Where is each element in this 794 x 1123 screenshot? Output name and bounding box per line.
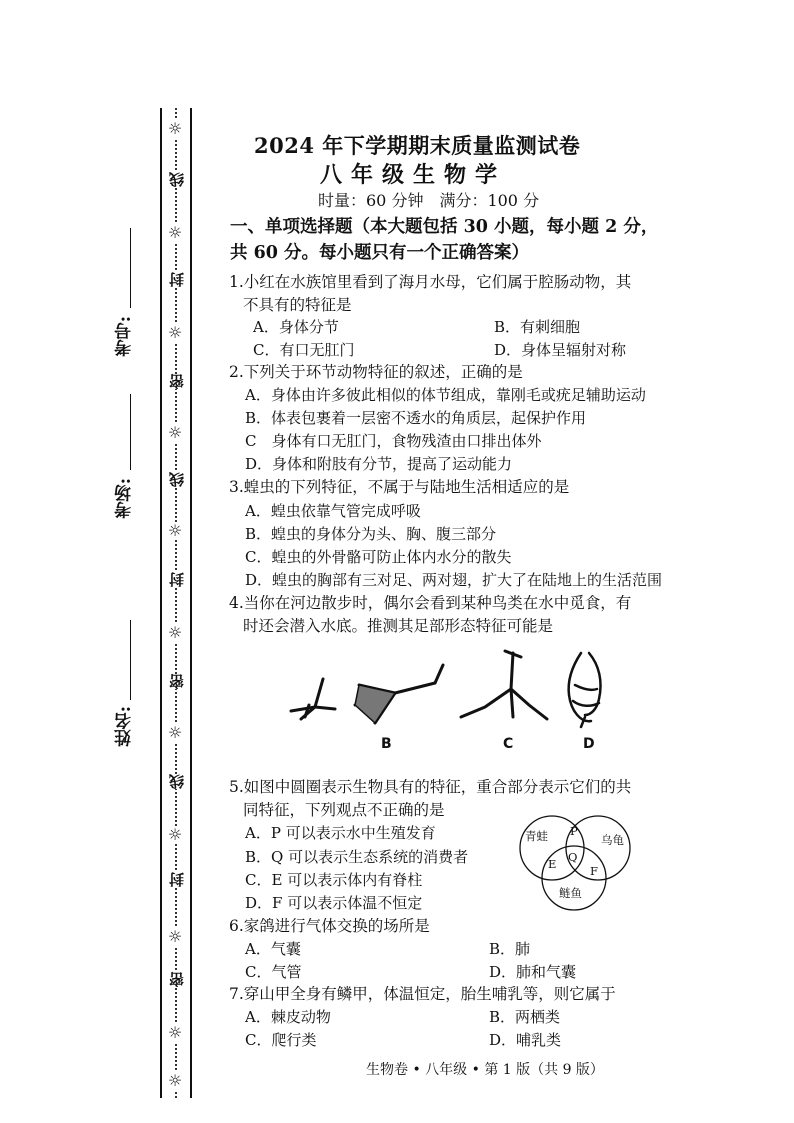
question-4-stem: [229, 592, 669, 638]
stem-line: 5.如图中圆圈表示生物具有的特征，重合部分表示它们的共: [229, 778, 632, 796]
sun-icon: ☼: [167, 119, 183, 138]
seal-mark: 封: [168, 872, 186, 887]
question-1-stem: [229, 271, 669, 317]
venn-region-f: F: [590, 864, 598, 878]
venn-label-fish: 鲢鱼: [559, 886, 582, 900]
question-7-stem: [229, 983, 669, 1006]
venn-region-e: E: [548, 857, 557, 871]
figure-label-c: C: [503, 736, 514, 752]
option-d[interactable]: D．身体呈辐射对称: [494, 341, 627, 359]
stem-line: 4.当你在河边散步时，偶尔会看到某种鸟类在水中觅食，有: [229, 594, 632, 612]
option-b[interactable]: B．Q 可以表示生态系统的消费者: [245, 848, 469, 866]
option-c[interactable]: C 身体有口无肛门，食物残渣由口排出体外: [245, 432, 542, 450]
option-c[interactable]: C．蝗虫的外骨骼可防止体内水分的散失: [245, 548, 512, 566]
exam-number-label: 考号:: [115, 316, 135, 357]
option-b[interactable]: B．两栖类: [489, 1008, 561, 1026]
option-a[interactable]: A．P 可以表示水中生殖发育: [245, 824, 436, 842]
bird-foot-d[interactable]: [569, 653, 601, 727]
option-d[interactable]: D．身体和附肢有分节，提高了运动能力: [245, 455, 513, 473]
time-and-score: 时量：60 分钟 满分：100 分: [318, 191, 540, 210]
bird-foot-c[interactable]: [461, 651, 547, 719]
option-b[interactable]: B．蝗虫的身体分为头、胸、腹三部分: [245, 525, 497, 543]
sun-icon: ☼: [167, 723, 183, 742]
name-input-line[interactable]: [130, 620, 131, 700]
option-a[interactable]: A．气囊: [245, 940, 301, 958]
bird-foot-a: [291, 679, 335, 719]
stem-line: 7.穿山甲全身有鳞甲，体温恒定，胎生哺乳等，则它属于: [229, 985, 616, 1003]
stem-line: 3.蝗虫的下列特征，不属于与陆地生活相适应的是: [229, 478, 570, 496]
sun-icon: ☼: [167, 521, 183, 540]
exam-subtitle: 八年级生物学: [320, 162, 507, 188]
option-d[interactable]: D．哺乳类: [489, 1031, 562, 1049]
stem-line: 同特征，下列观点不正确的是: [243, 801, 445, 819]
section-heading-line: 一、单项选择题（本大题包括 30 小题，每小题 2 分，: [230, 217, 659, 237]
option-a[interactable]: A．身体分节: [253, 318, 339, 336]
stem-line: 1.小红在水族馆里看到了海月水母，它们属于腔肠动物，其: [229, 273, 632, 291]
exam-room-label: 考场:: [115, 478, 135, 519]
sun-icon: ☼: [167, 423, 183, 442]
option-c[interactable]: C．E 可以表示体内有脊柱: [245, 871, 423, 889]
sun-icon: ☼: [167, 223, 183, 242]
sun-icon: ☼: [167, 323, 183, 342]
exam-room-input-line[interactable]: [130, 394, 131, 470]
question-6-stem: [229, 915, 669, 938]
seal-mark: 线: [168, 472, 186, 487]
question-2-stem: [229, 361, 669, 384]
venn-region-q: Q: [568, 850, 578, 864]
seal-mark: 密: [168, 972, 186, 987]
venn-label-turtle: 乌龟: [601, 833, 624, 847]
venn-label-frog: 青蛙: [525, 829, 548, 843]
option-a[interactable]: A．棘皮动物: [245, 1008, 331, 1026]
venn-region-p: P: [570, 824, 578, 838]
option-a[interactable]: A．身体由许多彼此相似的体节组成，靠刚毛或疣足辅助运动: [245, 386, 646, 404]
stem-line: 不具有的特征是: [243, 296, 352, 314]
name-label: 姓名:: [115, 706, 135, 747]
sun-icon: ☼: [167, 1071, 183, 1090]
stem-line: 2.下列关于环节动物特征的叙述，正确的是: [229, 363, 523, 381]
figure-label-d: D: [583, 736, 595, 752]
question-3-stem: [229, 476, 669, 499]
option-a[interactable]: A．蝗虫依靠气管完成呼吸: [245, 502, 421, 520]
stem-line: 时还会潜入水底。推测其足部形态特征可能是: [243, 617, 554, 635]
seal-mark: 封: [168, 272, 186, 287]
binding-border-left: [160, 108, 162, 1098]
binding-dotted-line: [175, 108, 177, 1098]
seal-mark: 线: [168, 172, 186, 187]
option-d[interactable]: D．F 可以表示体温不恒定: [245, 894, 423, 912]
option-c[interactable]: C．气管: [245, 963, 302, 981]
page-footer: 生物卷 • 八年级 • 第 1 版（共 9 版）: [366, 1062, 604, 1078]
seal-mark: 封: [168, 572, 186, 587]
option-b[interactable]: B．体表包裹着一层密不透水的角质层，起保护作用: [245, 409, 587, 427]
sun-icon: ☼: [167, 825, 183, 844]
option-d[interactable]: D．蝗虫的胸部有三对足、两对翅，扩大了在陆地上的生活范围: [245, 571, 663, 589]
seal-mark: 线: [168, 774, 186, 789]
option-b[interactable]: B．肺: [489, 940, 531, 958]
seal-mark: 密: [168, 674, 186, 689]
section-heading: [230, 214, 670, 266]
exam-number-input-line[interactable]: [130, 228, 131, 308]
bird-feet-figure: [285, 645, 615, 735]
option-c[interactable]: C．有口无肛门: [253, 341, 355, 359]
figure-label-b: B: [381, 736, 392, 752]
exam-title: 2024 年下学期期末质量监测试卷: [254, 133, 581, 158]
stem-line: 6.家鸽进行气体交换的场所是: [229, 917, 430, 935]
sun-icon: ☼: [167, 1023, 183, 1042]
option-c[interactable]: C．爬行类: [245, 1031, 317, 1049]
option-d[interactable]: D．肺和气囊: [489, 963, 577, 981]
binding-border-right: [190, 108, 192, 1098]
sun-icon: ☼: [167, 927, 183, 946]
sun-icon: ☼: [167, 623, 183, 642]
option-b[interactable]: B．有刺细胞: [494, 318, 581, 336]
section-heading-line: 共 60 分。每小题只有一个正确答案）: [230, 243, 530, 263]
seal-mark: 密: [168, 374, 186, 389]
